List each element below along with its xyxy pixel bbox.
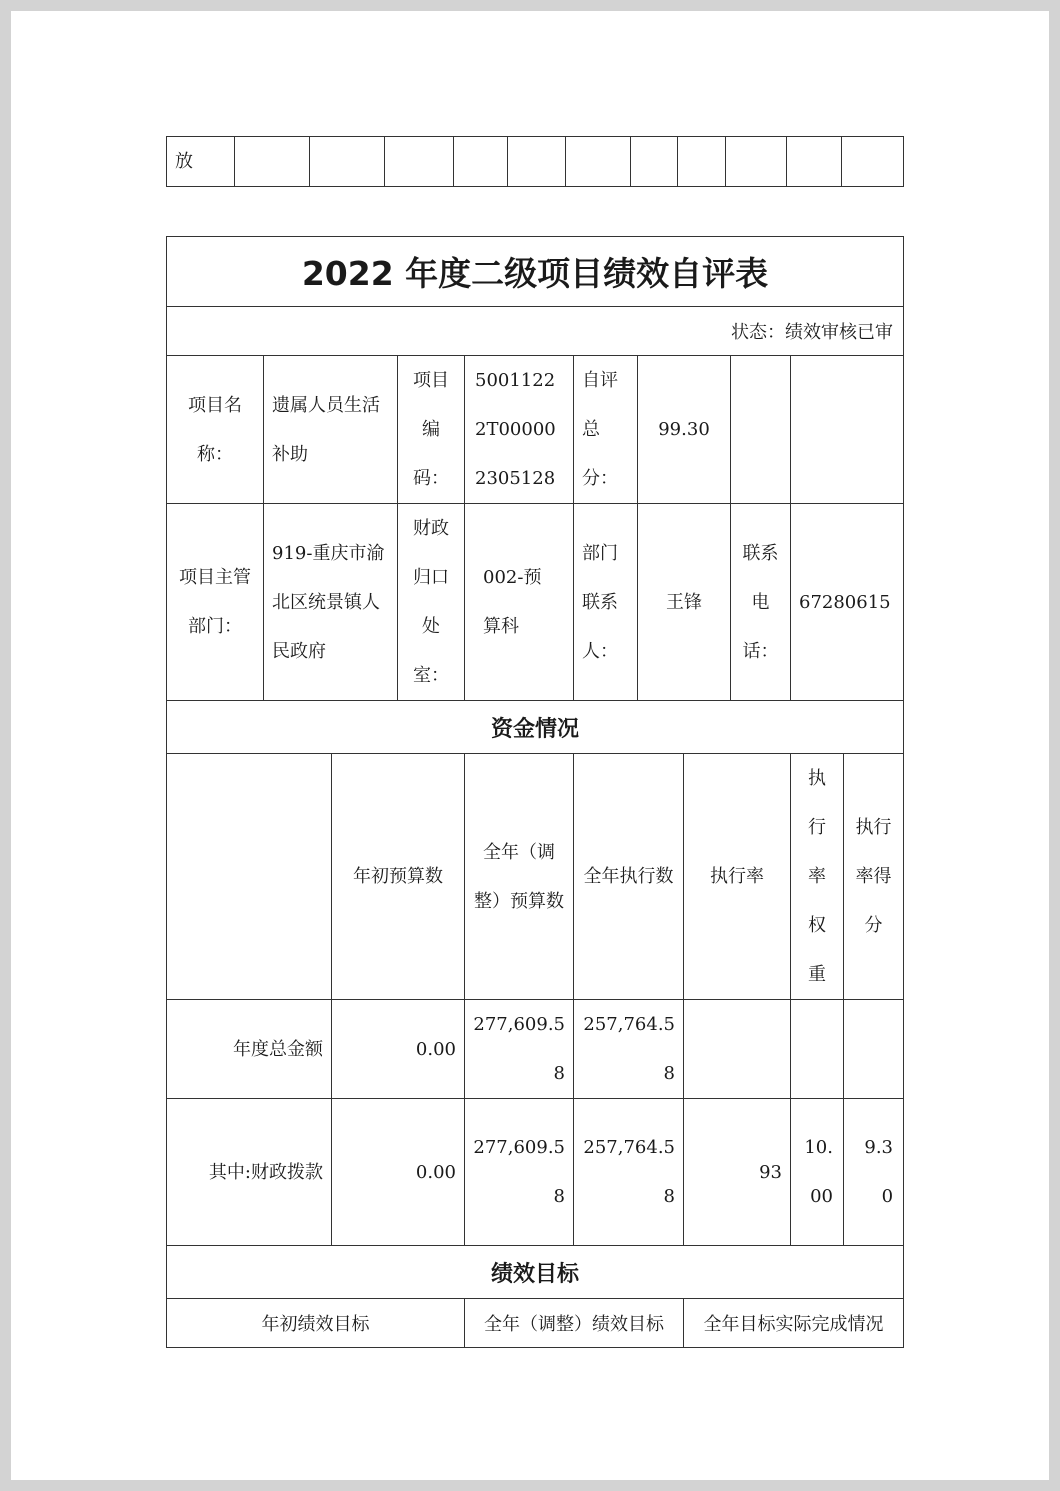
self-evaluation-table (166, 236, 904, 1348)
table-row (167, 1099, 904, 1246)
self-score-label: 自评总分： (574, 356, 638, 504)
row-label: 放 (167, 137, 235, 187)
funds-header-executed: 全年执行数 (574, 754, 684, 1000)
funds-rate (684, 1000, 791, 1099)
funds-initial: 0.00 (332, 1099, 465, 1246)
status-text: 状态：绩效审核已审 (167, 307, 904, 356)
funds-header-initial: 年初预算数 (332, 754, 465, 1000)
continued-table (166, 136, 904, 187)
project-code-value: 50011222T000002305128 (465, 356, 574, 504)
funds-section-title: 资金情况 (167, 701, 904, 754)
dept-value: 919-重庆市渝北区统景镇人民政府 (264, 504, 398, 701)
funds-score: 9.30 (844, 1099, 904, 1246)
funds-weight: 10.00 (791, 1099, 844, 1246)
finance-office-label: 财政归口处室： (398, 504, 465, 701)
project-name-value: 遗属人员生活补助 (264, 356, 398, 504)
table-row (167, 1000, 904, 1099)
funds-row-label: 其中:财政拨款 (167, 1099, 332, 1246)
project-name-label: 项目名称： (167, 356, 264, 504)
goals-header-adjusted: 全年（调整）绩效目标 (465, 1299, 684, 1348)
self-score-value: 99.30 (638, 356, 731, 504)
funds-header-rate: 执行率 (684, 754, 791, 1000)
funds-adjusted: 277,609.58 (465, 1000, 574, 1099)
project-code-label: 项目编码： (398, 356, 465, 504)
funds-header-score: 执行率得分 (844, 754, 904, 1000)
funds-score (844, 1000, 904, 1099)
funds-row-label: 年度总金额 (167, 1000, 332, 1099)
contact-label: 部门联系人： (574, 504, 638, 701)
funds-weight (791, 1000, 844, 1099)
funds-header-blank (167, 754, 332, 1000)
funds-rate: 93 (684, 1099, 791, 1246)
page-title: 2022 年度二级项目绩效自评表 (167, 237, 904, 307)
goals-header-initial: 年初绩效目标 (167, 1299, 465, 1348)
funds-initial: 0.00 (332, 1000, 465, 1099)
contact-value: 王锋 (638, 504, 731, 701)
phone-label: 联系电话： (731, 504, 791, 701)
table-row (167, 137, 904, 187)
funds-header-adjusted: 全年（调整）预算数 (465, 754, 574, 1000)
funds-adjusted: 277,609.58 (465, 1099, 574, 1246)
document-page (11, 11, 1049, 1480)
goals-header-actual: 全年目标实际完成情况 (684, 1299, 904, 1348)
funds-executed: 257,764.58 (574, 1000, 684, 1099)
funds-header-weight: 执行率权重 (791, 754, 844, 1000)
goals-section-title: 绩效目标 (167, 1246, 904, 1299)
finance-office-value: 002-预算科 (465, 504, 574, 701)
phone-value: 67280615 (791, 504, 904, 701)
funds-executed: 257,764.58 (574, 1099, 684, 1246)
dept-label: 项目主管部门： (167, 504, 264, 701)
